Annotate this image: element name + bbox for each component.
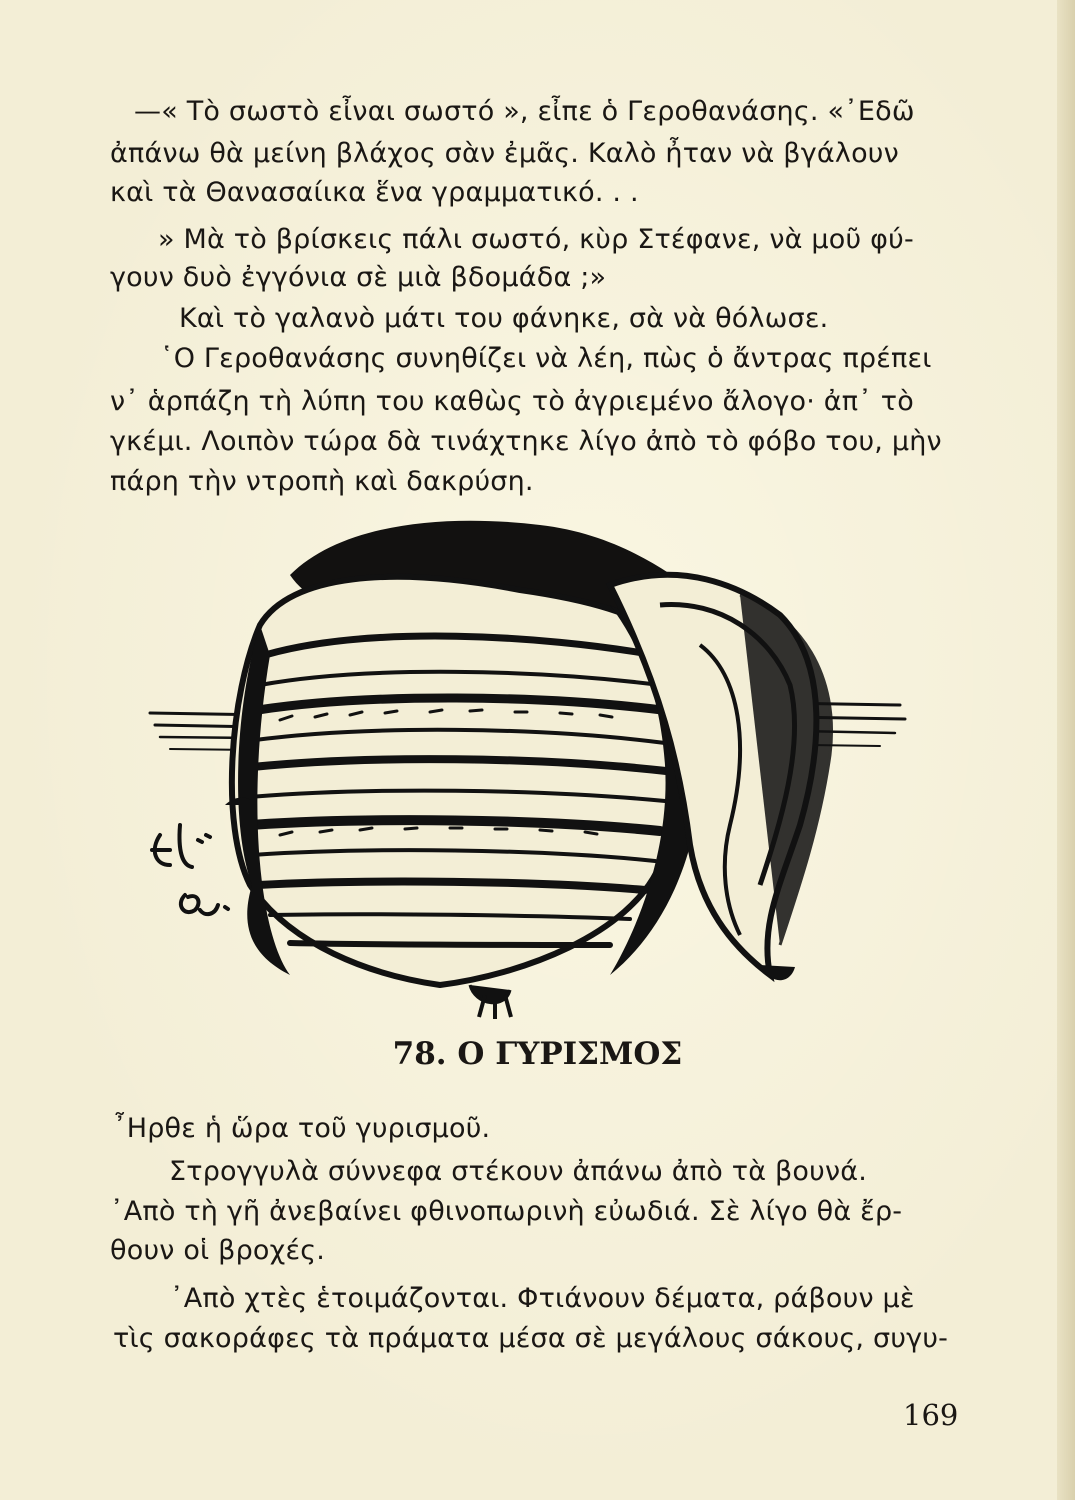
chapter-title: 78. Ο ΓΥΡΙΣΜΟΣ [392, 1036, 683, 1072]
text-line: ῾Ο Γεροθανάσης συνηθίζει νὰ λέη, πὼς ὁ ἄντρας πρέπει [160, 343, 932, 374]
text-line: ῏Ηρθε ἡ ὥρα τοῦ γυρισμοῦ. [113, 1113, 491, 1144]
page-number: 169 [903, 1398, 959, 1432]
text-line: γουν δυὸ ἐγγόνια σὲ μιὰ βδομάδα ;» [110, 262, 607, 293]
text-line: ἀπάνω θὰ μείνη βλάχος σὰν ἐμᾶς. Καλὸ ἦταν νὰ βγάλουν [110, 138, 899, 169]
text-line: —« Τὸ σωστὸ εἶναι σωστό », εἶπε ὁ Γεροθανάσης. «᾿Εδῶ [134, 96, 915, 127]
page-edge [1057, 0, 1075, 1500]
text-line: » Μὰ τὸ βρίσκεις πάλι σωστό, κὺρ Στέφανε, νὰ μοῦ φύ- [158, 224, 914, 255]
text-line: ν᾿ ἁρπάζη τὴ λύπη του καθὼς τὸ ἀγριεμένο ἄλογο· ἀπ᾿ τὸ [110, 386, 914, 417]
text-line: θουν οἱ βροχές. [110, 1235, 326, 1266]
signature-mark [152, 825, 228, 914]
text-line: ᾿Απὸ τὴ γῆ ἀνεβαίνει φθινοπωρινὴ εὐωδιά. Σὲ λίγο θὰ ἔρ- [110, 1196, 903, 1227]
text-line: ᾿Απὸ χτὲς ἑτοιμάζονται. Φτιάνουν δέματα, ράβουν μὲ [170, 1283, 915, 1314]
text-line: Στρογγυλὰ σύννεφα στέκουν ἀπάνω ἀπὸ τὰ βουνά. [169, 1156, 868, 1187]
text-line: Καὶ τὸ γαλανὸ μάτι του φάνηκε, σὰ νὰ θόλωσε. [179, 303, 829, 334]
text-line: καὶ τὰ Θανασαίικα ἕνα γραμματικό. . . [110, 177, 639, 208]
text-line: πάρη τὴν ντροπὴ καὶ δακρύση. [110, 466, 534, 497]
text-line: γκέμι. Λοιπὸν τώρα δὰ τινάχτηκε λίγο ἀπὸ τὸ φόβο του, μὴν [110, 426, 942, 457]
sack-illustration [140, 505, 930, 1025]
text-line: τὶς σακοράφες τὰ πράματα μέσα σὲ μεγάλους σάκους, συγυ- [113, 1323, 949, 1354]
